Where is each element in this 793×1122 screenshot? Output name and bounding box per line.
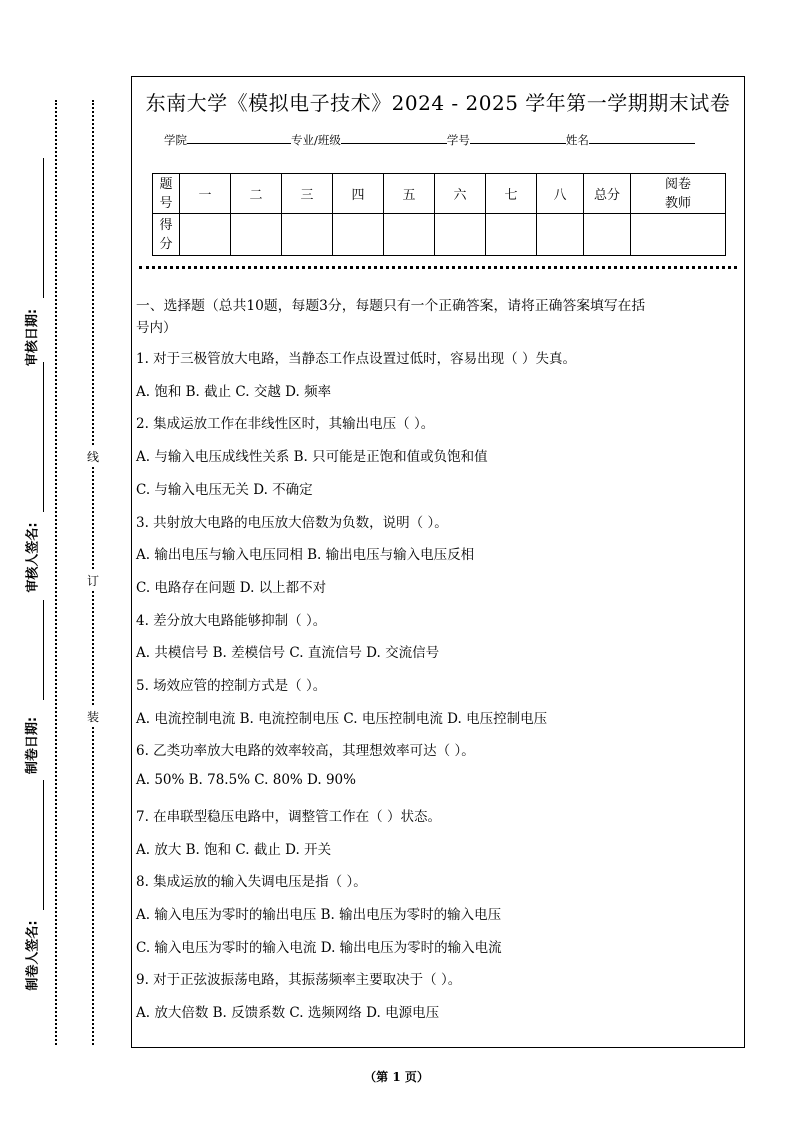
score-cell[interactable] <box>486 214 537 256</box>
paper-date-label: 制卷日期: <box>25 716 41 775</box>
question-stem: 3. 共射放大电路的电压放大倍数为负数，说明（ ）。 <box>136 515 448 531</box>
score-col-header: 三 <box>282 174 333 214</box>
question-stem: 7. 在串联型稳压电路中，调整管工作在（ ）状态。 <box>136 809 441 825</box>
score-cell[interactable] <box>435 214 486 256</box>
binding-char-order: 订 <box>86 570 100 591</box>
paper-date-line <box>43 600 44 700</box>
score-cell[interactable] <box>333 214 384 256</box>
question-stem: 2. 集成运放工作在非线性区时，其输出电压（ ）。 <box>136 416 435 432</box>
total-score-header: 总分 <box>584 174 631 214</box>
answer-options: A. 输入电压为零时的输出电压 B. 输出电压为零时的输入电压 <box>136 907 502 923</box>
score-col-header: 四 <box>333 174 384 214</box>
section-heading-cont: 号内） <box>136 320 177 336</box>
reviewer-header: 阅卷 教师 <box>631 174 726 214</box>
score-col-header: 二 <box>231 174 282 214</box>
binding-char-line: 线 <box>86 446 100 467</box>
student-id-label: 学号 <box>446 133 470 147</box>
question-stem: 5. 场效应管的控制方式是（ ）。 <box>136 678 327 694</box>
student-id-field[interactable] <box>470 131 566 144</box>
answer-options: A. 50% B. 78.5% C. 80% D. 90% <box>136 772 356 788</box>
score-cell[interactable] <box>537 214 584 256</box>
question-stem: 4. 差分放大电路能够抑制（ ）。 <box>136 613 327 629</box>
reviewer-sign-line <box>43 362 44 512</box>
answer-options: C. 电路存在问题 D. 以上都不对 <box>136 580 327 596</box>
score-table <box>152 173 726 256</box>
score-cell[interactable] <box>180 214 231 256</box>
score-row-header: 得 分 <box>153 214 180 256</box>
answer-options: A. 放大 B. 饱和 C. 截止 D. 开关 <box>136 842 332 858</box>
answer-options: A. 电流控制电流 B. 电流控制电压 C. 电压控制电流 D. 电压控制电压 <box>136 711 548 727</box>
question-stem: 6. 乙类功率放大电路的效率较高，其理想效率可达（ ）。 <box>136 743 475 759</box>
paper-maker-sign-label: 制卷人签名: <box>25 920 41 991</box>
score-cell[interactable] <box>282 214 333 256</box>
major-label: 专业/班级 <box>291 133 341 147</box>
answer-options: A. 饱和 B. 截止 C. 交越 D. 频率 <box>136 384 332 400</box>
paper-maker-sign-line <box>43 780 44 910</box>
major-field[interactable] <box>341 131 447 144</box>
answer-options: A. 共模信号 B. 差模信号 C. 直流信号 D. 交流信号 <box>136 645 440 661</box>
page-number: （第 1 页） <box>364 1070 429 1084</box>
exam-title: 东南大学《模拟电子技术》2024 - 2025 学年第一学期期末试卷 <box>145 91 731 115</box>
question-number-header: 题 号 <box>153 174 180 214</box>
review-date-label: 审核日期: <box>25 308 41 367</box>
student-info-row <box>164 131 695 148</box>
question-stem: 9. 对于正弦波振荡电路，其振荡频率主要取决于（ ）。 <box>136 972 462 988</box>
dotted-separator <box>139 266 737 269</box>
score-col-header: 八 <box>537 174 584 214</box>
question-stem: 8. 集成运放的输入失调电压是指（ ）。 <box>136 874 367 890</box>
score-col-header: 一 <box>180 174 231 214</box>
answer-options: C. 输入电压为零时的输入电流 D. 输出电压为零时的输入电流 <box>136 940 502 956</box>
reviewer-sign-label: 审核人签名: <box>25 522 41 593</box>
score-col-header: 七 <box>486 174 537 214</box>
left-dotted-line <box>55 100 57 1045</box>
answer-options: A. 与输入电压成线性关系 B. 只可能是正饱和值或负饱和值 <box>136 449 488 465</box>
answer-options: A. 放大倍数 B. 反馈系数 C. 选频网络 D. 电源电压 <box>136 1005 440 1021</box>
exam-frame <box>131 76 745 1048</box>
score-cell[interactable] <box>384 214 435 256</box>
answer-options: C. 与输入电压无关 D. 不确定 <box>136 482 313 498</box>
name-field[interactable] <box>589 131 695 144</box>
section-heading: 一、选择题（总共10题，每题3分，每题只有一个正确答案，请将正确答案填写在括 <box>136 298 646 314</box>
name-label: 姓名 <box>565 133 589 147</box>
answer-options: A. 输出电压与输入电压同相 B. 输出电压与输入电压反相 <box>136 547 475 563</box>
total-score-cell[interactable] <box>584 214 631 256</box>
college-field[interactable] <box>187 131 291 144</box>
review-date-line <box>43 158 44 298</box>
reviewer-cell[interactable] <box>631 214 726 256</box>
college-label: 学院 <box>164 133 187 147</box>
score-col-header: 六 <box>435 174 486 214</box>
score-cell[interactable] <box>231 214 282 256</box>
question-stem: 1. 对于三极管放大电路，当静态工作点设置过低时，容易出现（ ）失真。 <box>136 351 576 367</box>
score-col-header: 五 <box>384 174 435 214</box>
binding-char-bind: 装 <box>86 706 100 727</box>
